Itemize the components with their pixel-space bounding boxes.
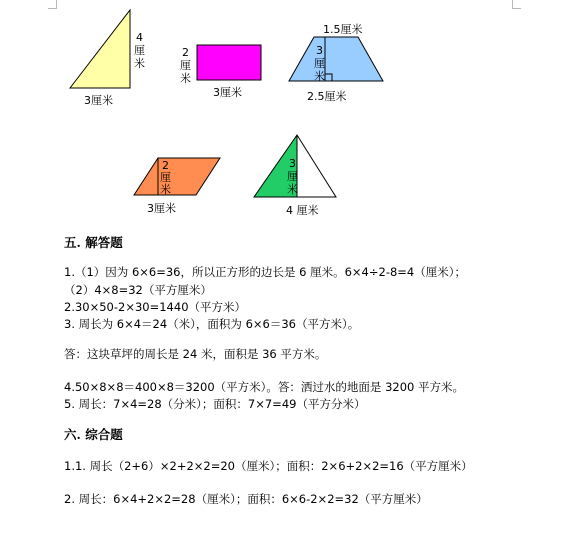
rectangle-height-unit2: 米 <box>180 72 191 85</box>
trapezoid-height-unit1: 厘 <box>314 57 325 70</box>
rectangle-base-label: 3厘米 <box>213 86 242 99</box>
right-triangle-shape <box>70 10 130 88</box>
parallelogram-base-label: 3厘米 <box>147 202 176 215</box>
trapezoid-height-digit: 3 <box>316 44 323 57</box>
section6-line-2: 2. 周长：6×4+2×2=28（厘米）；面积：6×6-2×2=32（平方厘米） <box>64 492 428 506</box>
triangle1-height-unit1: 厘 <box>134 44 145 57</box>
section5-line-4: 3. 周长为 6×4＝24（米），面积为 6×6＝36（平方米）。 <box>64 317 360 331</box>
trapezoid-top-label: 1.5厘米 <box>323 23 363 36</box>
triangle1-base-label: 3厘米 <box>84 94 113 107</box>
section6-title: 六. 综合题 <box>64 427 123 442</box>
triangle2-height-unit2: 米 <box>287 183 298 196</box>
rectangle-height-unit1: 厘 <box>180 59 191 72</box>
trapezoid-height-unit2: 米 <box>314 70 325 83</box>
section5-answer-line: 答：这块草坪的周长是 24 米，面积是 36 平方米。 <box>64 347 327 361</box>
section5-line-2: （2）4×8=32（平方厘米） <box>64 283 212 297</box>
figure-right-triangle <box>70 10 145 107</box>
rectangle-shape <box>197 45 261 80</box>
triangle1-height-digit: 4 <box>136 31 143 44</box>
parallelogram-shape <box>134 158 220 195</box>
section5-line-3: 2.30×50-2×30=1440（平方米） <box>64 300 247 314</box>
triangle2-base-label: 4 厘米 <box>286 204 319 217</box>
section5-line-7: 5. 周长：7×4=28（分米）；面积：7×7=49（平方分米） <box>64 397 366 411</box>
section5-line-1: 1.（1）因为 6×6=36，所以正方形的边长是 6 厘米。6×4÷2-8=4（厘米）； <box>64 265 466 279</box>
section6-line-1: 1.1. 周长（2+6）×2+2×2=20（厘米）；面积：2×6+2×2=16（平方厘米） <box>64 459 473 473</box>
parallelogram-height-unit1: 厘 <box>160 171 171 184</box>
figure-parallelogram <box>134 158 220 215</box>
triangle2-height-unit1: 厘 <box>287 170 298 183</box>
figure-triangle-height <box>254 135 336 217</box>
triangle2-height-digit: 3 <box>289 157 296 170</box>
parallelogram-height-unit2: 米 <box>160 183 171 196</box>
section5-line-6: 4.50×8×8＝400×8＝3200（平方米）。答：洒过水的地面是 3200 平方米。 <box>64 380 465 394</box>
geometry-figures <box>0 0 566 230</box>
rectangle-height-digit: 2 <box>182 46 189 59</box>
triangle1-height-unit2: 米 <box>134 57 145 70</box>
trapezoid-shape <box>289 37 383 81</box>
trapezoid-bottom-label: 2.5厘米 <box>307 90 347 103</box>
figure-rectangle <box>180 45 261 99</box>
section5-title: 五. 解答题 <box>64 235 123 250</box>
parallelogram-height-digit: 2 <box>162 159 169 172</box>
figure-trapezoid <box>289 22 383 103</box>
